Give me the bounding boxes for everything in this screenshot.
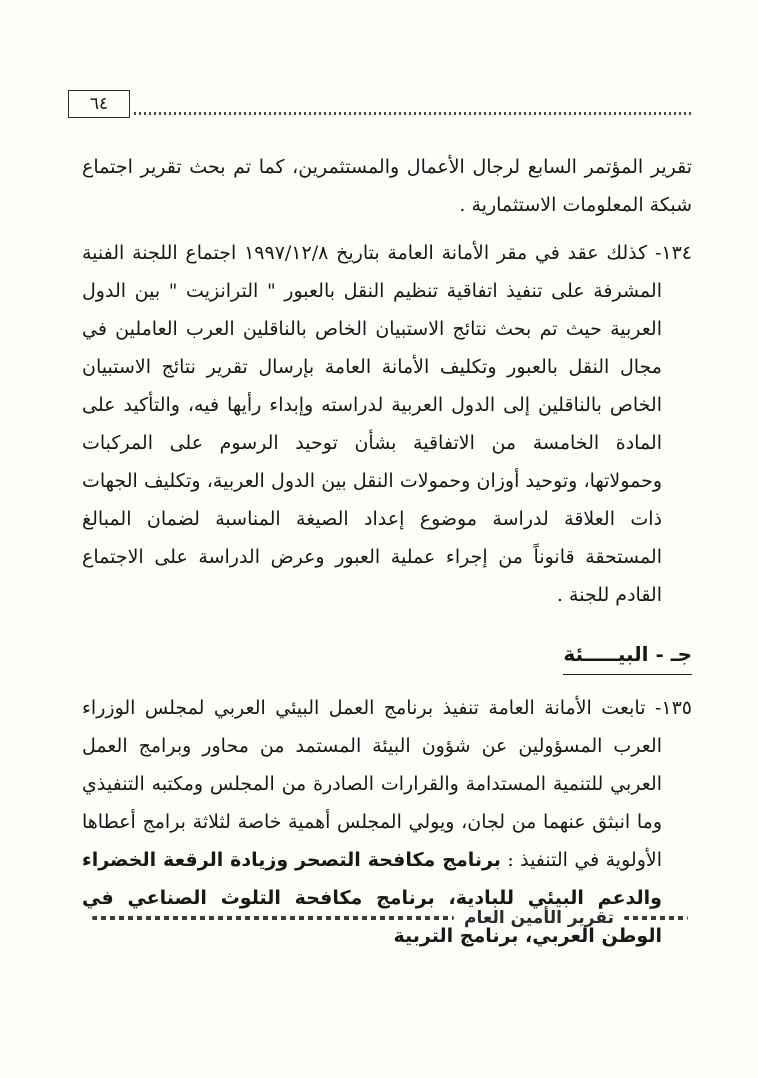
paragraph-134-number: ١٣٤- bbox=[654, 242, 692, 264]
page-header bbox=[68, 88, 694, 118]
footer-rule-right bbox=[624, 916, 688, 920]
page-number: ٦٤ bbox=[89, 94, 109, 114]
footer-title: تقرير الأمين العام bbox=[464, 908, 614, 928]
header-dotted-rule bbox=[134, 112, 694, 115]
paragraph-134 bbox=[82, 234, 692, 614]
document-body bbox=[82, 148, 692, 965]
paragraph-135-bold-programs: برنامج مكافحة التصحر وزيادة الرقعة الخضراء والدعم البيئي للبادية، برنامج مكافحة التلوث الصناعي في الوطن العربي، برنامج التربية bbox=[82, 849, 662, 947]
section-heading-environment: جـ - البيـــــئة bbox=[563, 641, 692, 675]
intro-paragraph: تقرير المؤتمر السابع لرجال الأعمال والمستثمرين، كما تم بحث تقرير اجتماع شبكة المعلومات الاستثمارية . bbox=[82, 156, 692, 216]
footer-rule-left bbox=[92, 916, 454, 920]
section-heading-wrap bbox=[82, 636, 692, 675]
page-number-box bbox=[68, 90, 130, 118]
page-footer bbox=[92, 908, 688, 928]
paragraph-134-text: كذلك عقد في مقر الأمانة العامة بتاريخ ١٩٩٧/١٢/٨ اجتماع اللجنة الفنية المشرفة على تنفيذ اتفاقية تنظيم النقل بالعبور " الترانزيت " بين الدول العربية حيث تم بحث نتائج الاستبيان الخاص بالناقلين العرب العاملين في مجال النقل بالعبور وتكليف الأمانة العامة بإرسال تقرير نتائج الاستبيان الخاص بالناقلين إلى الدول العربية لدراسته وإبداء رأيها فيه، والتأكيد على المادة الخامسة من الاتفاقية بشأن توحيد الرسوم على المركبات وحمولاتها، وتوحيد أوزان وحمولات النقل بين الدول العربية، وتكليف الجهات ذات العلاقة لدراسة موضوع إعداد الصيغة المناسبة لضمان المبالغ المستحقة قانوناً من إجراء عملية العبور وعرض الدراسة على الاجتماع القادم للجنة . bbox=[82, 242, 662, 606]
paragraph-135-number: ١٣٥- bbox=[654, 697, 692, 719]
paragraph-135-text: تابعت الأمانة العامة تنفيذ برنامج العمل البيئي العربي لمجلس الوزراء العرب المسؤولين عن شؤون البيئة المستمد من محاور وبرامج العمل العربي للتنمية المستدامة والقرارات الصادرة من المجلس ومكتبه التنفيذي وما انبثق عنهما من لجان، ويولي المجلس أهمية خاصة لثلاثة برامج أعطاها الأولوية في التنفيذ : bbox=[82, 697, 662, 871]
